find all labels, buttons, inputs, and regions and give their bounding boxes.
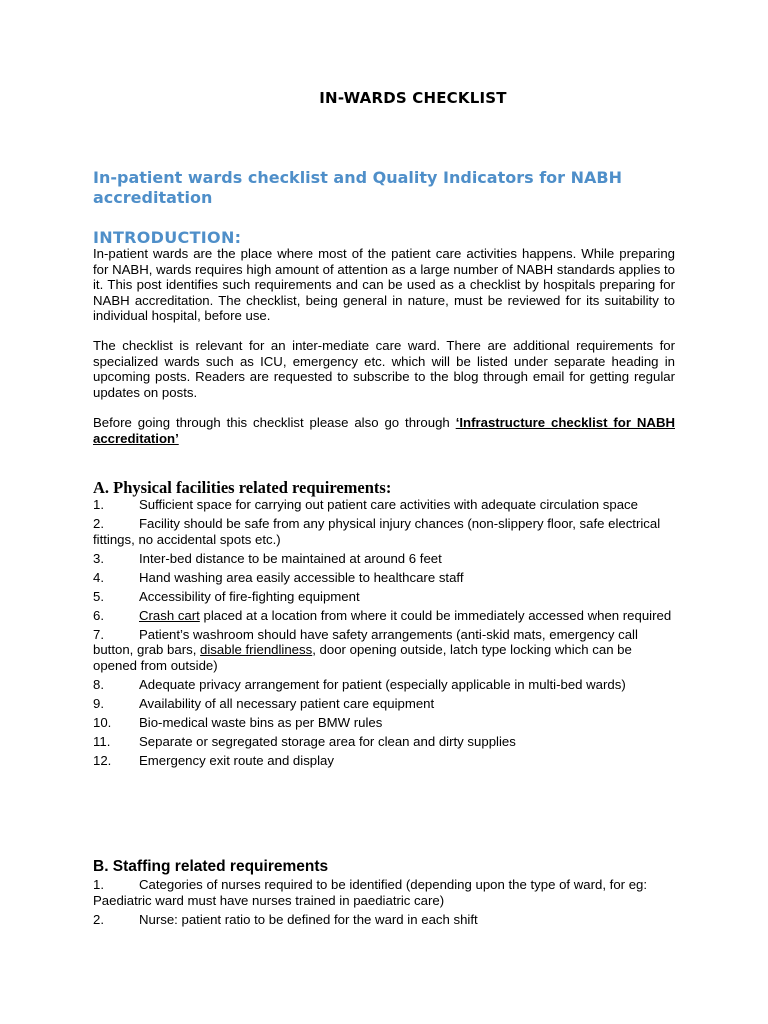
list-item <box>93 516 675 547</box>
list-item-number: 6. <box>93 607 104 623</box>
list-item <box>93 753 675 769</box>
list-item-text: Categories of nurses required to be identified (depending upon the type of ward, for eg: Paediatric ward must have nurses trained in paediatric care) <box>93 877 648 908</box>
section-a-list <box>93 497 675 772</box>
section-b-heading: B. Staffing related requirements <box>93 858 329 875</box>
intro-paragraph-3 <box>93 415 675 446</box>
list-item-link[interactable]: disable friendliness <box>200 642 313 658</box>
list-item-text: Hand washing area easily accessible to healthcare staff <box>139 569 464 585</box>
list-item-number: 9. <box>93 695 104 711</box>
list-item-number: 7. <box>93 626 104 642</box>
list-item-text: Separate or segregated storage area for clean and dirty supplies <box>139 733 516 749</box>
list-item-text: Nurse: patient ratio to be defined for the ward in each shift <box>139 911 478 927</box>
list-item-text: Accessibility of fire-fighting equipment <box>139 588 360 604</box>
list-item-number: 12. <box>93 752 112 768</box>
list-item-text: Emergency exit route and display <box>139 752 334 768</box>
introduction-heading: INTRODUCTION: <box>93 228 242 247</box>
list-item-link[interactable]: Crash cart <box>139 607 200 623</box>
list-item <box>93 497 675 513</box>
list-item <box>93 551 675 567</box>
list-item <box>93 715 675 731</box>
list-item <box>93 589 675 605</box>
list-item <box>93 677 675 693</box>
list-item-text: Sufficient space for carrying out patient care activities with adequate circulation space <box>139 497 638 512</box>
list-item <box>93 912 675 928</box>
list-item-number: 2. <box>93 911 104 927</box>
list-item <box>93 627 675 674</box>
list-item-text: Inter-bed distance to be maintained at around 6 feet <box>139 550 442 566</box>
list-item-number: 2. <box>93 515 104 531</box>
list-item-number: 10. <box>93 714 112 730</box>
list-item-text: Bio-medical waste bins as per BMW rules <box>139 714 383 730</box>
list-item-number: 11. <box>93 733 111 749</box>
list-item <box>93 608 675 624</box>
list-item-number: 8. <box>93 676 104 692</box>
list-item <box>93 570 675 586</box>
document-subtitle: In-patient wards checklist and Quality Indicators for NABH accreditation <box>93 168 622 207</box>
section-b-list <box>93 877 675 931</box>
list-item <box>93 696 675 712</box>
list-item-text-continued: , door opening outside, latch type locking which can be opened from outside) <box>93 642 632 673</box>
list-item-text-continued: placed at a location from where it could be immediately accessed when required <box>199 607 672 623</box>
list-item-number: 1. <box>93 877 104 892</box>
list-item-text: Availability of all necessary patient care equipment <box>139 695 435 711</box>
intro-paragraph-1: In-patient wards are the place where most of the patient care activities happens. While preparing for NABH, wards requires high amount of attention as a large number of NABH standards applies to it. This post identifies such requirements and can be used as a checklist by hospitals preparing for NABH accreditation. The checklist, being general in nature, must be reviewed for its suitability to individual hospital, before use. <box>93 246 675 324</box>
list-item <box>93 877 675 908</box>
list-item-text: Facility should be safe from any physical injury chances (non-slippery floor, safe electrical fittings, no accidental spots etc.) <box>93 515 661 547</box>
list-item-text: Adequate privacy arrangement for patient (especially applicable in multi-bed wards) <box>139 676 626 692</box>
section-a-heading: A. Physical facilities related requirements: <box>93 478 392 497</box>
list-item-number: 4. <box>93 569 104 585</box>
list-item-number: 3. <box>93 550 104 566</box>
list-item-text: Patient’s washroom should have safety arrangements (anti-skid mats, emergency call button, grab bars, <box>93 626 638 658</box>
list-item-number: 5. <box>93 588 104 604</box>
intro-paragraph-3-text: Before going through this checklist please also go through <box>93 415 456 430</box>
infrastructure-checklist-link[interactable]: ‘Infrastructure checklist for NABH accreditation’ <box>93 415 675 446</box>
list-item <box>93 734 675 750</box>
intro-paragraph-2: The checklist is relevant for an inter-mediate care ward. There are additional requirements for specialized wards such as ICU, emergency etc. which will be listed under separate heading in upcoming posts. Readers are requested to subscribe to the blog through email for getting regular updates on posts. <box>93 338 675 400</box>
document-title: IN-WARDS CHECKLIST <box>319 89 507 107</box>
list-item-number: 1. <box>93 497 104 512</box>
